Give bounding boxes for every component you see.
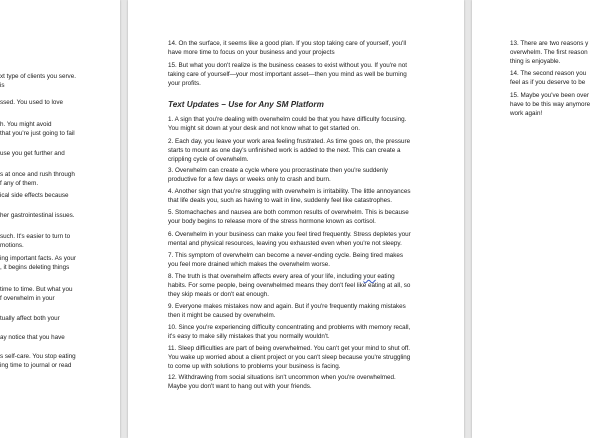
- left-fragment-13: s self-care. You stop eating ing time to journal or read: [0, 353, 76, 369]
- paragraph-top-15: 15. But what you don't realize is the business ceases to exist without you. If you're not taking care of yourself—your most important asset—then you mind as well be burning your profits.: [168, 62, 408, 87]
- paragraph-9: 9. Everyone makes mistakes now and again. But if you're frequently making mistakes then it might be caused by overwhelm.: [168, 303, 406, 319]
- paragraph-2: 2. Each day, you leave your work area feeling frustrated. As time goes on, the pressure starts to mount as one day's unfinished work is added to the next. This can create a crippling cycle of overwhelm.: [168, 138, 411, 163]
- left-fragment-11: tually affect both your: [0, 315, 60, 322]
- paragraph-3: 3. Overwhelm can create a cycle where you procrastinate then you're suddenly productive for a few days or weeks only to crash and burn.: [168, 167, 388, 183]
- left-fragment-8: such. It's easier to turn to motions.: [0, 233, 71, 249]
- paragraph-12: 12. Withdrawing from social situations isn't uncommon when you're overwhelmed. Maybe you don't want to hang out with your friends.: [168, 374, 396, 390]
- paragraph-8: 8. The truth is that overwhelm affects every area of your life, including your eating habits. For some people, being overwhelmed means they don't feel like eating at all, so they skip meals or don't eat enough.: [168, 273, 411, 298]
- right-paragraph-14: 14. The second reason you feel as if you deserve to be: [510, 70, 587, 86]
- right-paragraph-15: 15. Maybe you've been over have to be this way anymore work again!: [510, 92, 591, 117]
- left-fragment-6: ical side effects because: [0, 192, 69, 199]
- right-paragraph-13: 13. There are two reasons y overwhelm. The first reason thing is enjoyable.: [510, 40, 589, 65]
- paragraph-4: 4. Another sign that you're struggling with overwhelm is irritability. The little annoyances that life deals you, such as having to wait in line, suddenly feel like catastrophes.: [168, 188, 411, 204]
- paragraph-1: 1. A sign that you're dealing with overwhelm could be that you have difficulty focusing. You might sit down at your desk and not know what to get started on.: [168, 116, 407, 132]
- document-page-left: [0, 0, 120, 438]
- left-fragment-10: time to time. But what you f overwhelm in your: [0, 286, 73, 302]
- spelling-flag[interactable]: your: [363, 273, 376, 280]
- paragraph-6: 6. Overwhelm in your business can make you feel tired frequently. Stress depletes your mental and physical resources, leaving you exhausted even when you're not sleepy.: [168, 231, 411, 247]
- left-fragment-5: s at once and rush through f any of them.: [0, 171, 75, 187]
- left-fragment-7: her gastrointestinal issues.: [0, 212, 75, 219]
- section-heading: Text Updates – Use for Any SM Platform: [168, 100, 324, 109]
- left-fragment-1: xt type of clients you serve. is: [0, 73, 76, 89]
- left-fragment-12: ay notice that you have: [0, 334, 65, 341]
- paragraph-5: 5. Stomachaches and nausea are both common results of overwhelm. This is because your body begins to release more of the stress hormone known as cortisol.: [168, 209, 409, 225]
- left-fragment-3: h. You might avoid that you're just going to fail: [0, 121, 75, 137]
- paragraph-top-14: 14. On the surface, it seems like a good plan. If you stop taking care of yourself, you'll have more time to focus on your business and your projects: [168, 40, 407, 56]
- paragraph-11: 11. Sleep difficulties are part of being overwhelmed. You can't get your mind to shut off. You wake up worried about a client project or you can't sleep because you're struggling to come up with solutions to problems your business is facing.: [168, 345, 411, 370]
- paragraph-10: 10. Since you're experiencing difficulty concentrating and problems with memory recall, it's easy to make silly mistakes that you normally wouldn't.: [168, 324, 411, 340]
- document-page-middle: [128, 0, 464, 438]
- left-fragment-9: ing important facts. As your , it begins deleting things: [0, 255, 76, 271]
- paragraph-7: 7. This symptom of overwhelm can become a never-ending cycle. Being tired makes you feel more drained which makes the overwhelm worse.: [168, 252, 404, 268]
- left-fragment-4: use you get further and: [0, 150, 65, 157]
- document-page-right: [472, 0, 592, 438]
- left-fragment-2: ssed. You used to love: [0, 99, 64, 106]
